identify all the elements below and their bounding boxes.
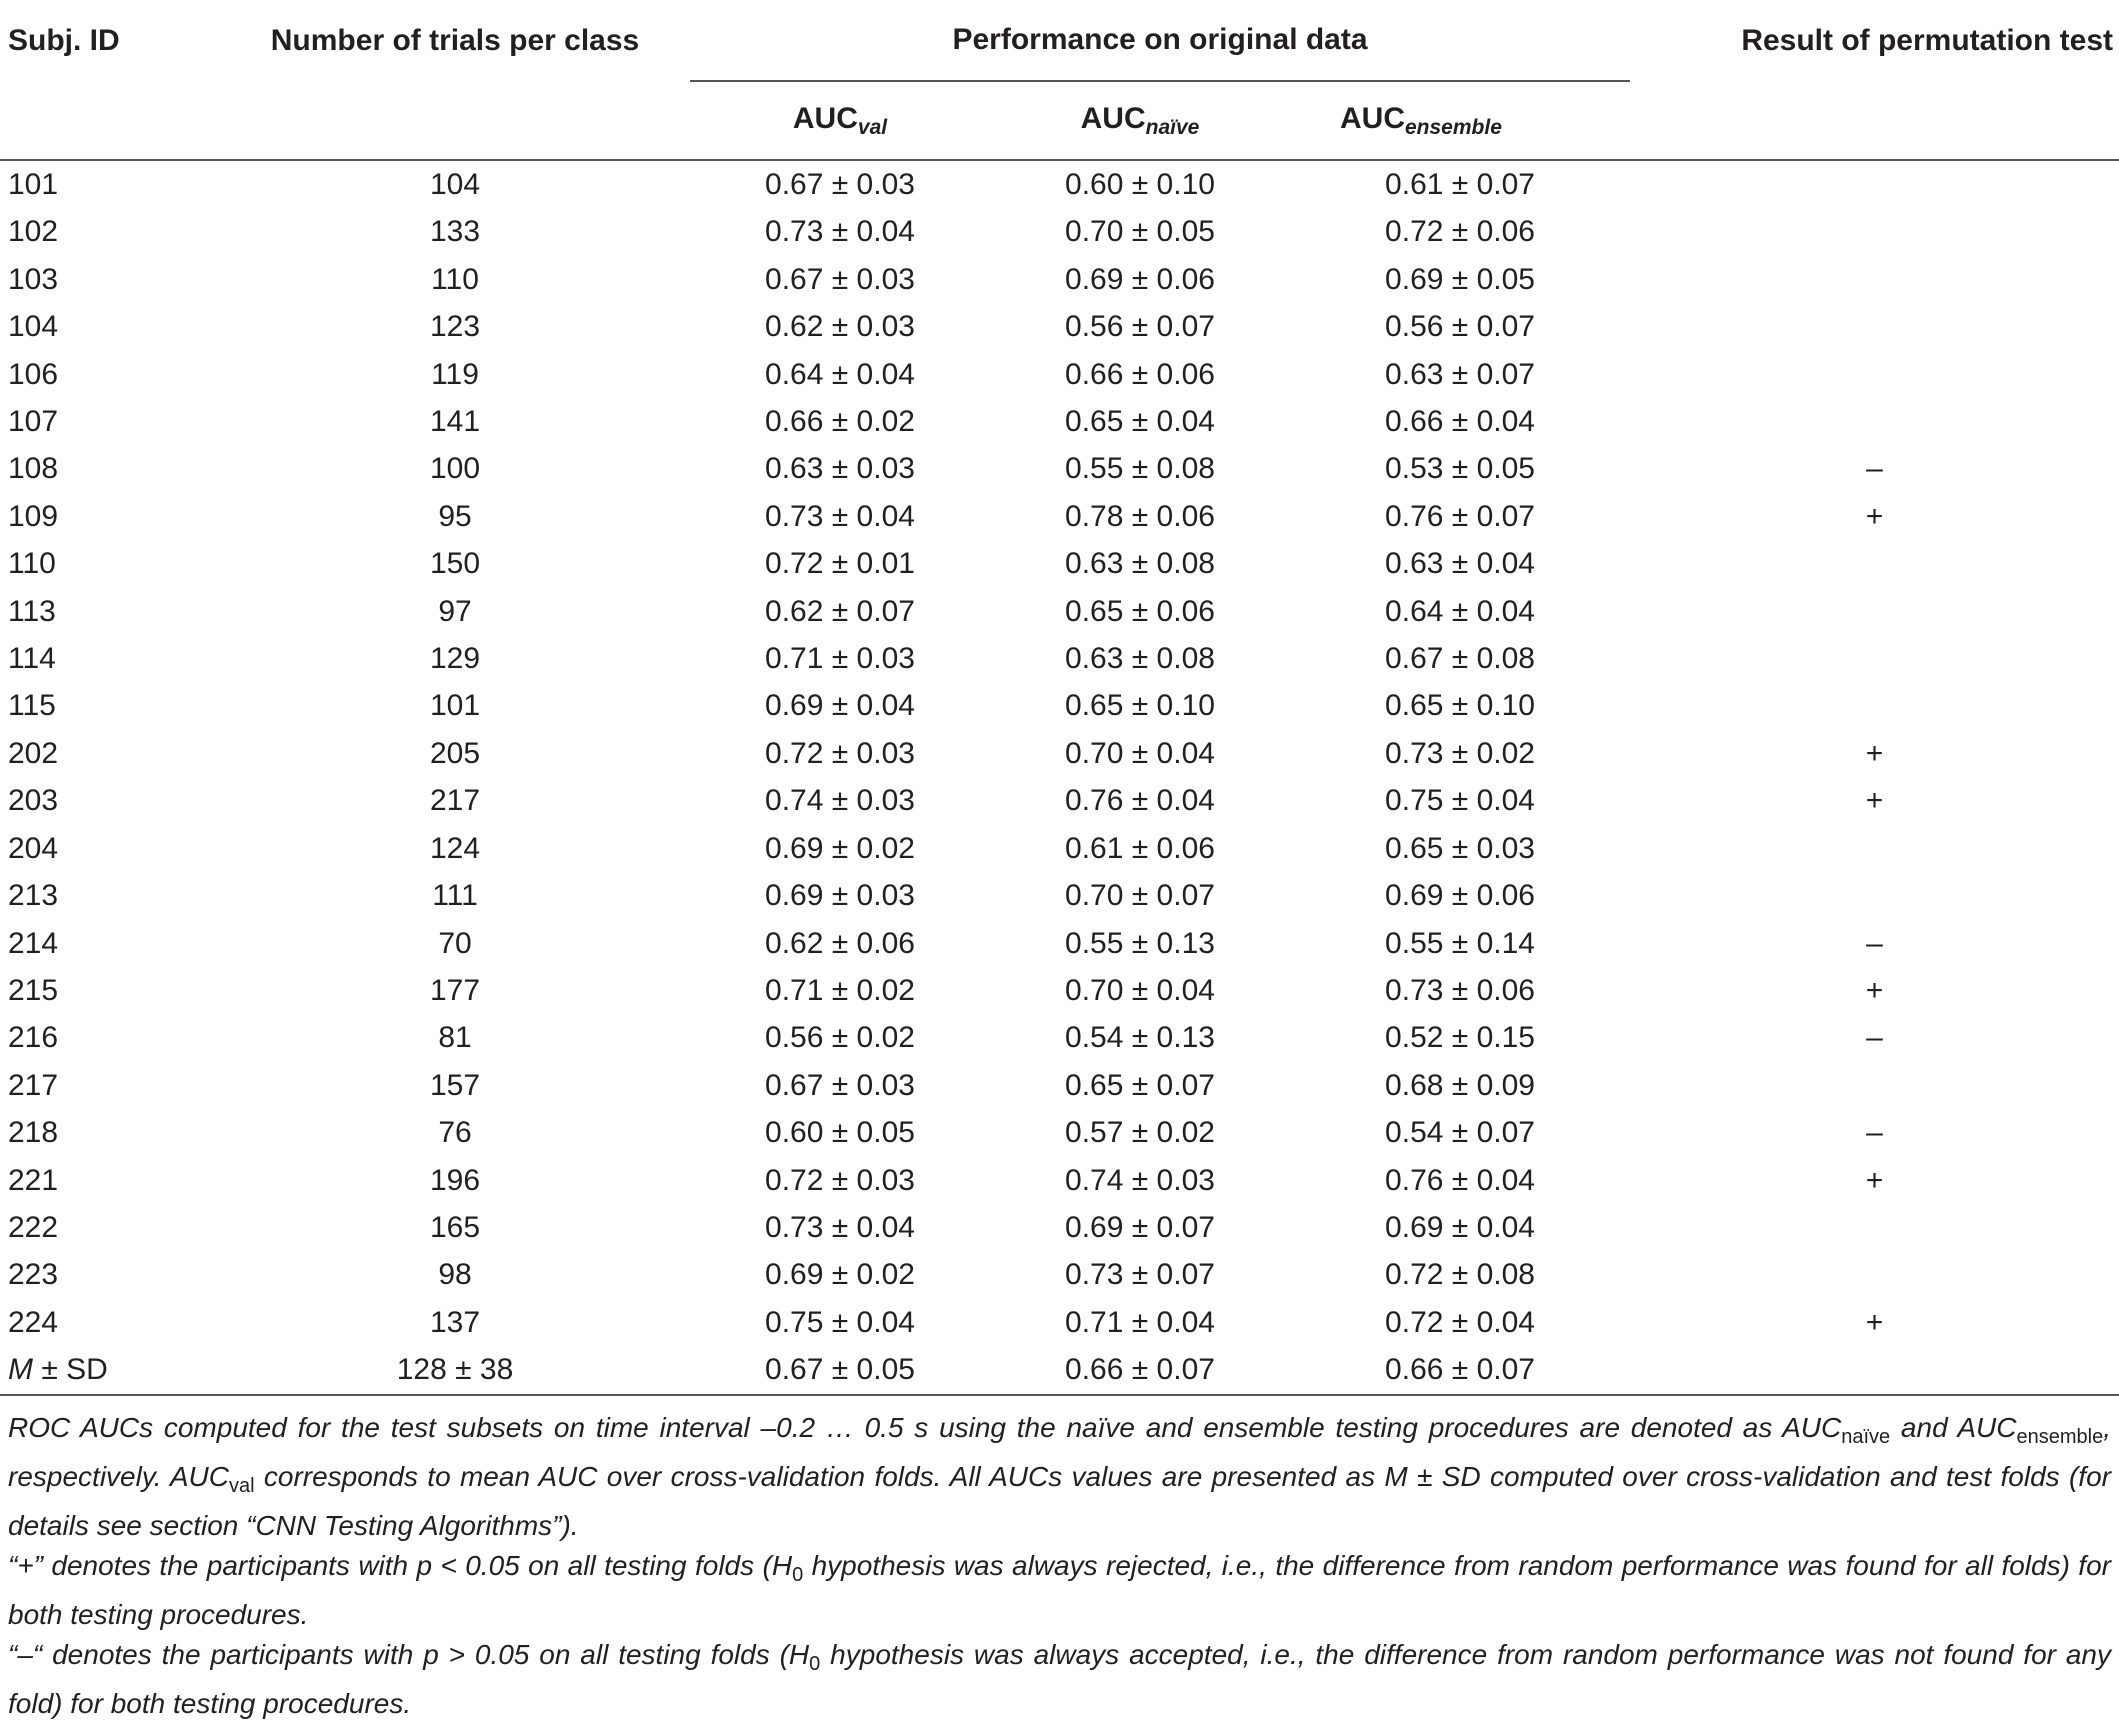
table-row — [0, 351, 2119, 398]
table-row — [0, 1014, 2119, 1061]
footnote-1-sub-ensemble: ensemble — [2016, 1426, 2104, 1448]
cell-trials: 157 — [429, 1068, 481, 1102]
table-row — [0, 1299, 2119, 1346]
summary-permutation — [1630, 1346, 2119, 1395]
cell-permutation — [1630, 872, 2119, 919]
cell-auc-val: 0.69 ± 0.03 — [765, 879, 915, 913]
cell-auc-naive: 0.63 ± 0.08 — [1065, 547, 1215, 581]
cell-auc-ensemble: 0.54 ± 0.07 — [1385, 1116, 1535, 1150]
cell-permutation: + — [1865, 784, 1884, 818]
cell-permutation — [1630, 1251, 2119, 1298]
footnote-1-part-c: , respectively. AUC — [8, 1412, 2112, 1492]
cell-trials: 70 — [438, 926, 472, 960]
summary-label-sd: ± SD — [33, 1353, 108, 1387]
cell-subj-id: 102 — [8, 215, 59, 249]
cell-subj-id: 203 — [8, 784, 59, 818]
cell-auc-ensemble: 0.61 ± 0.07 — [1385, 168, 1535, 201]
cell-permutation: + — [1865, 736, 1884, 770]
cell-subj-id: 109 — [8, 499, 59, 533]
cell-trials: 104 — [429, 168, 481, 201]
summary-label-m: M — [8, 1353, 33, 1387]
table-row — [0, 1062, 2119, 1109]
cell-auc-ensemble: 0.75 ± 0.04 — [1385, 784, 1535, 818]
cell-auc-naive: 0.78 ± 0.06 — [1065, 499, 1215, 533]
cell-auc-naive: 0.70 ± 0.05 — [1065, 215, 1215, 249]
footnote-2-sub: 0 — [792, 1564, 804, 1586]
cell-permutation — [1630, 208, 2119, 255]
cell-permutation — [1630, 1204, 2119, 1251]
cell-auc-val: 0.71 ± 0.03 — [765, 642, 915, 676]
cell-trials: 196 — [429, 1163, 481, 1197]
cell-auc-val: 0.60 ± 0.05 — [765, 1116, 915, 1150]
header-auc-val-base: AUC — [792, 101, 858, 135]
cell-trials: 129 — [429, 642, 481, 676]
header-blank-1 — [0, 81, 220, 160]
header-blank-2 — [220, 81, 690, 160]
table-row — [0, 398, 2119, 445]
cell-auc-val: 0.69 ± 0.04 — [765, 689, 915, 723]
cell-permutation: – — [1866, 1116, 1883, 1150]
cell-auc-ensemble: 0.64 ± 0.04 — [1385, 594, 1535, 628]
cell-permutation: + — [1865, 499, 1884, 533]
cell-subj-id: 222 — [8, 1210, 59, 1244]
cell-trials: 110 — [431, 262, 479, 296]
cell-trials: 81 — [438, 1021, 472, 1055]
header-auc-naive-base: AUC — [1080, 101, 1146, 135]
cell-permutation — [1630, 303, 2119, 350]
cell-auc-val: 0.62 ± 0.06 — [765, 926, 915, 960]
cell-auc-val: 0.67 ± 0.03 — [765, 1068, 915, 1102]
cell-auc-naive: 0.76 ± 0.04 — [1065, 784, 1215, 818]
cell-auc-val: 0.73 ± 0.04 — [765, 215, 915, 249]
table-row — [0, 208, 2119, 255]
cell-permutation — [1630, 160, 2119, 208]
header-auc-ensemble-base: AUC — [1340, 101, 1405, 135]
table-row — [0, 682, 2119, 729]
table-footnotes — [8, 1408, 2111, 1724]
cell-auc-val: 0.75 ± 0.04 — [765, 1305, 915, 1339]
cell-auc-ensemble: 0.76 ± 0.04 — [1385, 1163, 1535, 1197]
cell-auc-ensemble: 0.76 ± 0.07 — [1385, 499, 1535, 533]
cell-auc-ensemble: 0.68 ± 0.09 — [1385, 1068, 1535, 1102]
table-row — [0, 256, 2119, 303]
cell-trials: 217 — [429, 784, 481, 818]
cell-auc-val: 0.69 ± 0.02 — [765, 1258, 915, 1292]
cell-permutation — [1630, 540, 2119, 587]
cell-auc-val: 0.62 ± 0.07 — [765, 594, 915, 628]
cell-trials: 123 — [429, 310, 481, 344]
table-row — [0, 160, 2119, 208]
cell-subj-id: 115 — [8, 689, 56, 723]
cell-trials: 101 — [429, 689, 481, 723]
cell-trials: 100 — [429, 452, 481, 486]
cell-auc-naive: 0.70 ± 0.04 — [1065, 973, 1215, 1007]
header-auc-val-sub: val — [857, 115, 888, 139]
cell-permutation: – — [1866, 452, 1883, 486]
table-row — [0, 588, 2119, 635]
cell-subj-id: 106 — [8, 357, 59, 391]
table-row — [0, 540, 2119, 587]
cell-trials: 137 — [429, 1305, 481, 1339]
cell-auc-ensemble: 0.53 ± 0.05 — [1385, 452, 1535, 486]
cell-subj-id: 217 — [8, 1068, 59, 1102]
cell-auc-val: 0.74 ± 0.03 — [765, 784, 915, 818]
header-auc-ensemble — [1290, 81, 1630, 160]
cell-subj-id: 224 — [8, 1305, 59, 1339]
cell-trials: 111 — [432, 879, 478, 913]
cell-subj-id: 213 — [8, 879, 59, 913]
cell-auc-naive: 0.65 ± 0.04 — [1065, 405, 1215, 439]
footnote-3-part-b: hypothesis was always accepted, i.e., the difference from random performance was not found for any fold) for both testing procedures. — [8, 1639, 2111, 1719]
cell-subj-id: 108 — [8, 452, 59, 486]
cell-subj-id: 214 — [8, 926, 59, 960]
cell-permutation: + — [1865, 973, 1884, 1007]
cell-auc-naive: 0.54 ± 0.13 — [1065, 1021, 1215, 1055]
cell-trials: 97 — [438, 594, 472, 628]
cell-auc-ensemble: 0.73 ± 0.06 — [1385, 973, 1535, 1007]
cell-auc-val: 0.63 ± 0.03 — [765, 452, 915, 486]
footnote-2-part-a: “+” denotes the participants with p < 0.05 on all testing folds (H — [8, 1550, 793, 1581]
cell-auc-naive: 0.55 ± 0.13 — [1065, 926, 1215, 960]
footnote-2 — [8, 1546, 2111, 1635]
cell-auc-naive: 0.69 ± 0.07 — [1065, 1210, 1215, 1244]
cell-auc-ensemble: 0.72 ± 0.06 — [1385, 215, 1535, 249]
cell-trials: 150 — [429, 547, 481, 581]
table-row — [0, 493, 2119, 540]
cell-auc-naive: 0.66 ± 0.06 — [1065, 357, 1215, 391]
cell-subj-id: 204 — [8, 831, 59, 865]
cell-trials: 98 — [438, 1258, 472, 1292]
footnote-1 — [8, 1408, 2111, 1546]
header-performance-label: Performance on original data — [952, 23, 1368, 56]
footnote-3-part-a: “–“ denotes the participants with p > 0.05 on all testing folds (H — [8, 1639, 810, 1670]
cell-auc-naive: 0.65 ± 0.10 — [1065, 689, 1215, 723]
cell-permutation — [1630, 398, 2119, 445]
cell-auc-val: 0.72 ± 0.01 — [765, 547, 915, 581]
cell-auc-ensemble: 0.69 ± 0.06 — [1385, 879, 1535, 913]
footnote-3-sub: 0 — [809, 1653, 821, 1675]
cell-auc-naive: 0.70 ± 0.07 — [1065, 879, 1215, 913]
cell-permutation — [1630, 682, 2119, 729]
header-auc-val — [690, 81, 990, 160]
cell-permutation: + — [1865, 1305, 1884, 1339]
cell-trials: 95 — [438, 499, 472, 533]
table-row — [0, 1251, 2119, 1298]
header-auc-naive — [990, 81, 1290, 160]
cell-auc-naive: 0.56 ± 0.07 — [1065, 310, 1215, 344]
cell-auc-val: 0.73 ± 0.04 — [765, 499, 915, 533]
cell-permutation — [1630, 1062, 2119, 1109]
cell-auc-ensemble: 0.72 ± 0.04 — [1385, 1305, 1535, 1339]
footnote-3 — [8, 1635, 2111, 1724]
cell-permutation: – — [1866, 926, 1883, 960]
cell-auc-naive: 0.63 ± 0.08 — [1065, 642, 1215, 676]
cell-auc-ensemble: 0.67 ± 0.08 — [1385, 642, 1535, 676]
cell-auc-val: 0.71 ± 0.02 — [765, 973, 915, 1007]
footnote-1-sub-naive: naïve — [1841, 1426, 1891, 1448]
table-row — [0, 1109, 2119, 1156]
table-row — [0, 303, 2119, 350]
table-row — [0, 730, 2119, 777]
cell-auc-ensemble: 0.66 ± 0.04 — [1385, 405, 1535, 439]
cell-auc-ensemble: 0.69 ± 0.04 — [1385, 1210, 1535, 1244]
cell-trials: 177 — [429, 973, 481, 1007]
footnote-1-part-b: and AUC — [1890, 1412, 2017, 1443]
cell-permutation — [1630, 588, 2119, 635]
cell-subj-id: 104 — [8, 310, 59, 344]
cell-subj-id: 216 — [8, 1021, 59, 1055]
cell-trials: 76 — [438, 1116, 472, 1150]
cell-subj-id: 114 — [8, 642, 56, 676]
cell-trials: 205 — [429, 736, 481, 770]
cell-auc-naive: 0.74 ± 0.03 — [1065, 1163, 1215, 1197]
cell-trials: 119 — [431, 357, 479, 391]
cell-permutation: + — [1865, 1163, 1884, 1197]
table-row — [0, 872, 2119, 919]
table-row — [0, 920, 2119, 967]
footnote-1-part-d: corresponds to mean AUC over cross-validation folds. All AUCs values are presented as M ± SD computed over cross-validation and test folds (for details see section “CNN Testing Algorithms”). — [8, 1461, 2111, 1541]
cell-subj-id: 223 — [8, 1258, 59, 1292]
cell-auc-val: 0.62 ± 0.03 — [765, 310, 915, 344]
summary-label — [0, 1346, 220, 1395]
footnote-1-sub-val: val — [228, 1475, 255, 1497]
cell-auc-ensemble: 0.52 ± 0.15 — [1385, 1021, 1535, 1055]
cell-auc-naive: 0.71 ± 0.04 — [1065, 1305, 1215, 1339]
table-row — [0, 1204, 2119, 1251]
cell-auc-naive: 0.65 ± 0.06 — [1065, 594, 1215, 628]
cell-auc-ensemble: 0.69 ± 0.05 — [1385, 262, 1535, 296]
cell-auc-val: 0.73 ± 0.04 — [765, 1210, 915, 1244]
cell-trials: 133 — [429, 215, 481, 249]
cell-auc-ensemble: 0.63 ± 0.04 — [1385, 547, 1535, 581]
cell-auc-ensemble: 0.72 ± 0.08 — [1385, 1258, 1535, 1292]
cell-subj-id: 221 — [8, 1163, 59, 1197]
cell-permutation — [1630, 635, 2119, 682]
cell-subj-id: 110 — [8, 547, 56, 581]
cell-auc-ensemble: 0.65 ± 0.10 — [1385, 689, 1535, 723]
cell-subj-id: 215 — [8, 973, 59, 1007]
cell-auc-naive: 0.57 ± 0.02 — [1065, 1116, 1215, 1150]
footnote-2-part-b: hypothesis was always rejected, i.e., the difference from random performance was found for all folds) for both testing procedures. — [8, 1550, 2111, 1630]
cell-auc-val: 0.69 ± 0.02 — [765, 831, 915, 865]
header-row-2 — [0, 81, 2119, 160]
cell-auc-naive: 0.65 ± 0.07 — [1065, 1068, 1215, 1102]
cell-subj-id: 113 — [8, 594, 56, 628]
footnote-1-part-a: ROC AUCs computed for the test subsets on time interval –0.2 … 0.5 s using the naïve and ensemble testing procedures are denoted as AUC — [8, 1412, 1842, 1443]
cell-auc-naive: 0.61 ± 0.06 — [1065, 831, 1215, 865]
cell-auc-val: 0.72 ± 0.03 — [765, 736, 915, 770]
cell-permutation — [1630, 256, 2119, 303]
cell-auc-ensemble: 0.56 ± 0.07 — [1385, 310, 1535, 344]
header-performance-group — [690, 0, 1630, 81]
table-row — [0, 967, 2119, 1014]
summary-auc-naive: 0.66 ± 0.07 — [990, 1346, 1290, 1395]
header-trials: Number of trials per class — [270, 23, 640, 57]
cell-auc-ensemble: 0.65 ± 0.03 — [1385, 831, 1535, 865]
summary-auc-val: 0.67 ± 0.05 — [690, 1346, 990, 1395]
cell-auc-val: 0.64 ± 0.04 — [765, 357, 915, 391]
cell-subj-id: 218 — [8, 1116, 59, 1150]
cell-subj-id: 107 — [8, 405, 59, 439]
table-row — [0, 825, 2119, 872]
header-auc-ensemble-sub: ensemble — [1405, 115, 1502, 139]
table-row — [0, 777, 2119, 824]
table-row — [0, 1157, 2119, 1204]
cell-auc-ensemble: 0.63 ± 0.07 — [1385, 357, 1535, 391]
header-blank-3 — [1630, 81, 2119, 160]
header-row-1 — [0, 0, 2119, 81]
cell-auc-ensemble: 0.55 ± 0.14 — [1385, 926, 1535, 960]
cell-subj-id: 103 — [8, 262, 59, 296]
summary-auc-ensemble: 0.66 ± 0.07 — [1290, 1346, 1630, 1395]
cell-auc-val: 0.67 ± 0.03 — [765, 262, 915, 296]
cell-auc-naive: 0.60 ± 0.10 — [1065, 168, 1215, 201]
cell-auc-val: 0.56 ± 0.02 — [765, 1021, 915, 1055]
cell-auc-naive: 0.70 ± 0.04 — [1065, 736, 1215, 770]
table-body — [0, 160, 2119, 1395]
header-auc-naive-sub: naïve — [1145, 115, 1200, 139]
cell-permutation: – — [1866, 1021, 1883, 1055]
cell-subj-id: 202 — [8, 736, 59, 770]
cell-subj-id: 101 — [8, 168, 59, 201]
table-row — [0, 445, 2119, 492]
table-row — [0, 635, 2119, 682]
summary-row — [0, 1346, 2119, 1395]
header-subj-id: Subj. ID — [8, 23, 120, 57]
cell-auc-naive: 0.73 ± 0.07 — [1065, 1258, 1215, 1292]
cell-auc-naive: 0.69 ± 0.06 — [1065, 262, 1215, 296]
cell-auc-ensemble: 0.73 ± 0.02 — [1385, 736, 1535, 770]
cell-auc-val: 0.72 ± 0.03 — [765, 1163, 915, 1197]
cell-trials: 141 — [429, 405, 481, 439]
summary-trials: 128 ± 38 — [220, 1346, 690, 1395]
cell-permutation — [1630, 351, 2119, 398]
cell-trials: 124 — [429, 831, 481, 865]
cell-auc-val: 0.66 ± 0.02 — [765, 405, 915, 439]
header-permutation: Result of permutation test — [1741, 23, 2114, 57]
cell-auc-val: 0.67 ± 0.03 — [765, 168, 915, 201]
cell-permutation — [1630, 825, 2119, 872]
cell-trials: 165 — [429, 1210, 481, 1244]
cell-auc-naive: 0.55 ± 0.08 — [1065, 452, 1215, 486]
